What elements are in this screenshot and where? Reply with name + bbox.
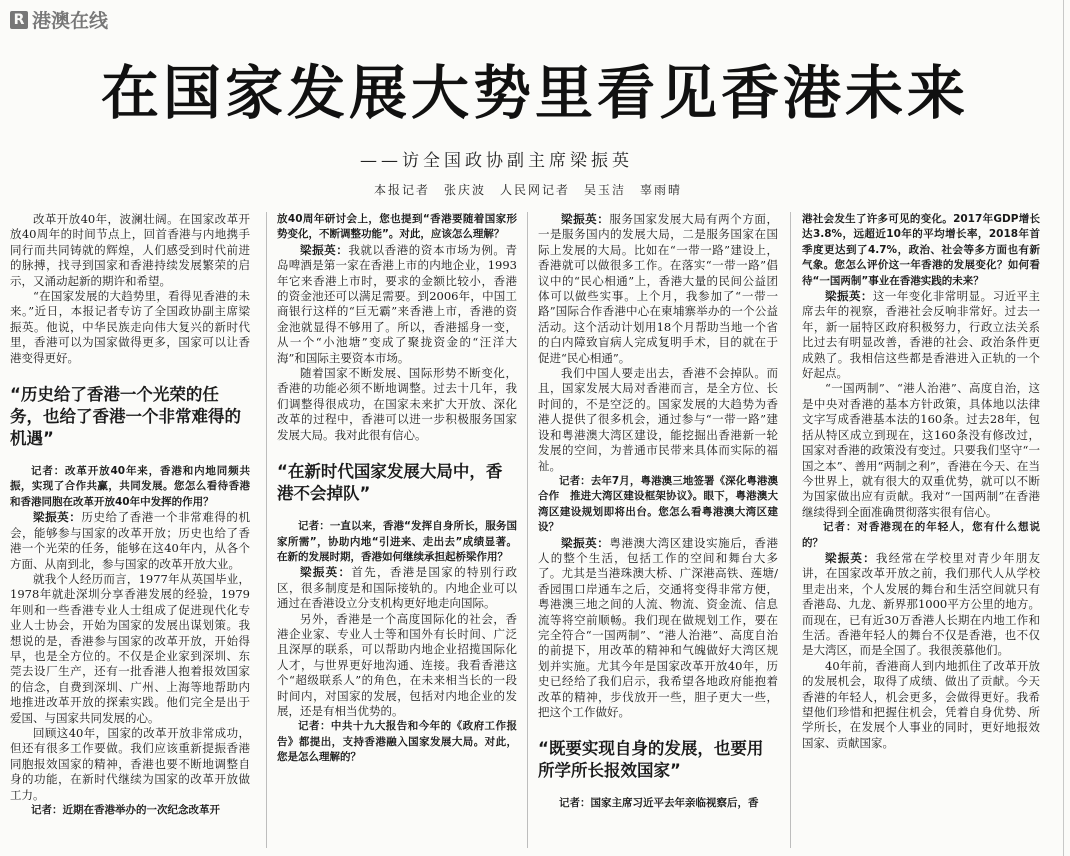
answer-text: 我就以香港的资本市场为例。青岛啤酒是第一家在香港上市的内地企业，1993年它来香港上市时，要求的金额比较小，香港的资金池还可以满足需要。到2006年，中国工商银行这样的“巨无霸”来香港上市，香港的资金池就显得不够用了。所以，香港摇身一变，从一个“小池塘”变成了聚拢资金的“汪洋大海”和国际主要资本市场。 bbox=[277, 242, 517, 365]
article-column-3 bbox=[538, 212, 778, 852]
body-paragraph: “一国两制”、“港人治港”、高度自治，这是中央对香港的基本方针政策，具体地以法律文字写成香港基本法的160条。过去28年，包括从特区成立到现在，这160条没有修改过，国家对香港的政策没有变过。只要我们坚守“一国之本”、善用“两制之利”，香港在今天、在当今世界上，就有很大的双重优势，就可以不断为国家做出应有贡献。我对“一国两制”在香港继续得到全面准确贯彻落实很有信心。 bbox=[802, 381, 1040, 519]
speaker-label: 梁振英： bbox=[825, 289, 873, 304]
article-column-1 bbox=[10, 212, 250, 852]
section-logo: R bbox=[10, 11, 28, 29]
answer-paragraph bbox=[277, 565, 517, 611]
question-paragraph: 记者：近期在香港举办的一次纪念改革开 bbox=[31, 804, 220, 816]
question-paragraph: 记者：中共十九大报告和今年的《政府工作报告》都提出，支持香港融入国家发展大局。对此，您是怎么理解的？ bbox=[277, 720, 517, 764]
speaker-label: 梁振英： bbox=[561, 535, 610, 550]
body-paragraph: 回顾这40年，国家的改革开放非常成功，但还有很多工作要做。我们应该重新提振香港同胞报效国家的精神，香港也要不断地调整自身的功能，在新时代继续为国家的改革开放做工力。 bbox=[10, 725, 250, 802]
section-heading: “既要实现自身的发展，也要用所学所长报效国家” bbox=[538, 739, 764, 781]
body-paragraph: 随着国家不断发展、国际形势不断变化，香港的功能必须不断地调整。过去十几年，我们调整得很成功，在国家未来扩大开放、深化改革的过程中，香港可以进一步积极服务国家发展大局。我对此很有信心。 bbox=[277, 366, 517, 442]
speaker-label: 梁振英： bbox=[561, 212, 610, 226]
article-column-2 bbox=[277, 212, 517, 852]
speaker-label: 梁振英： bbox=[825, 550, 876, 565]
body-paragraph: 另外，香港是一个高度国际化的社会，香港企业家、专业人士等和国外有长时间、广泛且深厚的联系，可以帮助内地企业招揽国际化人才，与世界更好地沟通、连接。我看香港这个“超级联系人”的角色，在未来相当长的一段时间内，对国家的发展，包括对内地企业的发展，还是有相当优势的。 bbox=[277, 611, 517, 718]
column-divider bbox=[266, 212, 267, 848]
answer-text: 历史给了香港一个非常难得的机会，能够参与国家的改革开放；历史也给了香港一个光荣的任务，能够在这40年内，从各个方面、从南到北，参与国家的改革开放大业。 bbox=[10, 510, 250, 571]
answer-paragraph bbox=[10, 510, 250, 572]
byline: 本报记者 张庆波 人民网记者 吴玉洁 辜雨晴 bbox=[374, 183, 683, 197]
speaker-label: 梁振英： bbox=[300, 242, 349, 257]
column-divider bbox=[790, 212, 791, 848]
answer-paragraph bbox=[538, 536, 778, 721]
section-heading: “历史给了香港一个光荣的任务，也给了香港一个非常难得的机遇” bbox=[10, 385, 241, 449]
question-paragraph: 记者：国家主席习近平去年亲临视察后，香 bbox=[559, 797, 759, 810]
headline: 在国家发展大势里看见香港未来 bbox=[100, 59, 969, 127]
answer-paragraph bbox=[538, 212, 778, 366]
speaker-label: 梁振英： bbox=[300, 565, 352, 580]
section-label: 港澳在线 bbox=[32, 10, 109, 32]
section-heading: “在新时代国家发展大局中，香港不会掉队” bbox=[277, 462, 503, 504]
intro-paragraph: 改革开放40年，波澜壮阔。在国家改革开放40周年的时间节点上，回首香港与内地携手同行而共同铸就的辉煌，人们感受到时代前进的脉搏，找寻到国家和香港持续发展繁荣的启示，又涌动起新的期许和希望。 bbox=[10, 212, 250, 288]
section-tag bbox=[10, 6, 108, 33]
question-paragraph: 记者：一直以来，香港“发挥自身所长，服务国家所需”，协助内地“引进来、走出去”成绩显著。在新的发展时期，香港如何继续承担起桥梁作用？ bbox=[277, 520, 517, 563]
body-paragraph: 我们中国人要走出去，香港不会掉队。而且，国家发展大局对香港而言，是全方位、长时间的，不是空泛的。国家发展的大趋势为香港人提供了很多机会，通过参与“一带一路”建设和粤港澳大湾区建设，能挖掘出香港新一轮发展的空间，为普通市民带来具体而实际的福祉。 bbox=[538, 366, 778, 473]
answer-text: 服务国家发展大局有两个方面，一是服务国内的发展大局，二是服务国家在国际上发展的大局。比如在“一带一路”建设上，香港就可以做很多工作。在落实“一带一路”倡议中的“民心相通”上，香港大量的民间公益团体可以做些实事。上个月，我参加了“一带一路”国际合作香港中心在柬埔寨举办的一个公益活动。这个活动计划用18个月帮助当地一个省的白内障致盲病人完成复明手术，目的就在于促进“民心相通”。 bbox=[538, 212, 778, 365]
question-paragraph: 记者：对香港现在的年轻人，您有什么想说的？ bbox=[802, 521, 1040, 549]
subhead: ——访全国政协副主席梁振英 bbox=[360, 151, 633, 171]
answer-paragraph bbox=[802, 551, 1040, 659]
question-paragraph: 放40周年研讨会上，您也提到“香港要随着国家形势变化，不断调整功能”。对此，应该怎么理解？ bbox=[277, 213, 517, 241]
body-paragraph: 就我个人经历而言，1977年从英国毕业，1978年就赴深圳分享香港发展的经验，1979年则和一些香港专业人士组成了促进现代化专业人士协会，开始为国家的发展出谋划策。我想说的是，香港参与国家的改革开放，开始得早，也是全方位的。不仅是企业家到深圳、东莞去设厂生产，还有一批香港人抱着报效国家的信念，自费到深圳、广州、上海等地帮助内地推进改革开放的探索实践。他们完全是出于爱国、与国家共同发展的心。 bbox=[10, 571, 250, 725]
answer-text: 首先，香港是国家的特别行政区，很多制度是和国际接轨的。内地企业可以通过在香港设立分支机构更好地走向国际。 bbox=[277, 565, 517, 611]
column-divider bbox=[527, 212, 528, 848]
answer-text: 这一年变化非常明显。习近平主席去年的视察，香港社会反响非常好。过去一年，新一届特区政府积极努力，行政立法关系比过去有明显改善，香港的社会、政治条件更成熟了。我相信这些都是香港进入正轨的一个好起点。 bbox=[802, 289, 1040, 381]
article-column-4 bbox=[802, 212, 1040, 852]
speaker-label: 梁振英： bbox=[33, 510, 82, 525]
answer-paragraph bbox=[277, 243, 517, 366]
question-paragraph: 记者：改革开放40年来，香港和内地同频共振，实现了合作共赢，共同发展。您怎么看待香港和香港同胞在改革开放40年中发挥的作用？ bbox=[10, 465, 250, 508]
page-edge-rule bbox=[1063, 0, 1064, 856]
body-paragraph: 40年前，香港商人到内地抓住了改革开放的发展机会，取得了成绩、做出了贡献。今天香港的年轻人，机会更多，会做得更好。我希望他们珍惜和把握住机会，凭着自身优势、所学所长，在发展个人事业的同时，更好地报效国家、贡献国家。 bbox=[802, 658, 1040, 750]
answer-text: 我经常在学校里对青少年朋友讲，在国家改革开放之前，我们那代人从学校里走出来，个人发展的舞台和生活空间就只有香港岛、九龙、新界那1000平方公里的地方。而现在，已有近30万香港人长期在内地工作和生活。香港年轻人的舞台不仅是香港，也不仅是大湾区，而是全国了。我很羡慕他们。 bbox=[802, 550, 1040, 658]
question-paragraph: 记者：去年7月，粤港澳三地签署《深化粤港澳合作 推进大湾区建设框架协议》。眼下，粤港澳大湾区建设规划即将出台。您怎么看粤港澳大湾区建设？ bbox=[538, 474, 778, 534]
answer-text: 粤港澳大湾区建设实施后，香港人的整个生活，包括工作的空间和舞台大多了。尤其是当港珠澳大桥、广深港高铁、莲塘/香园围口岸通车之后，交通将变得非常方便，粤港澳三地之间的人流、物流、资金流、信息流等将空前顺畅。我们现在做规划工作，要在完全符合“一国两制”、“港人治港”、高度自治的前提下，用改革的精神和气魄做好大湾区规划并实施。尤其今年是国家改革开放40年，历史已经给了我们启示，我希望各地政府能抱着改革的精神，步伐放开一些，胆子更大一些，把这个工作做好。 bbox=[538, 535, 778, 719]
intro-paragraph: “在国家发展的大趋势里，看得见香港的未来。”近日，本报记者专访了全国政协副主席梁振英。他说，中华民族走向伟大复兴的新时代里，香港可以为国家做得更多，国家可以让香港变得更好。 bbox=[10, 289, 250, 365]
answer-paragraph bbox=[802, 289, 1040, 381]
question-paragraph: 港社会发生了许多可见的变化。2017年GDP增长达3.8%，远超近10年的平均增长率，2018年首季度更达到了4.7%，政治、社会等多方面也有新气象。您怎么评价这一年香港的发展变化？如何看待“一国两制”事业在香港实践的未来？ bbox=[802, 213, 1040, 287]
